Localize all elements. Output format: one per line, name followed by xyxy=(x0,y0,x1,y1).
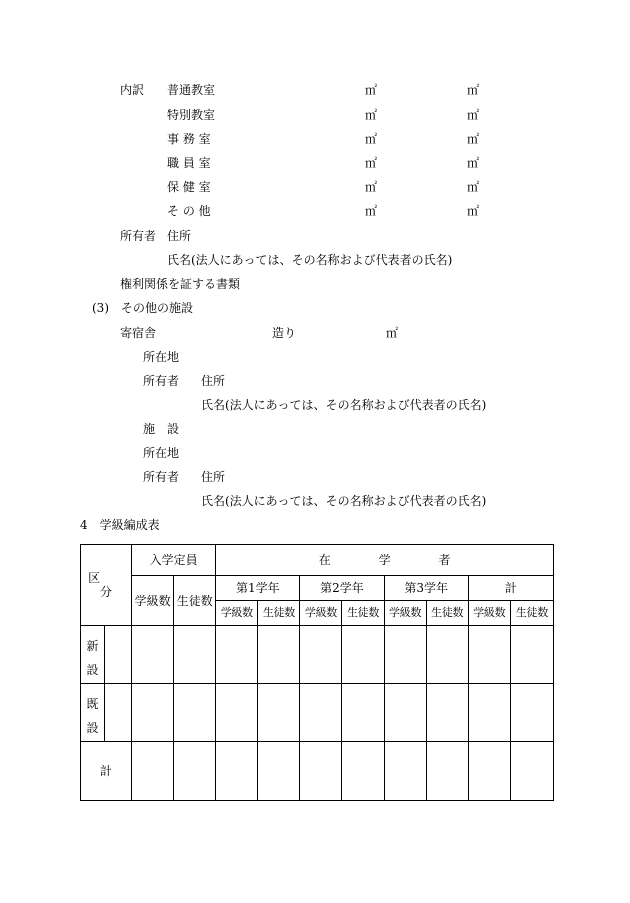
year-3-header: 第3学年 xyxy=(384,576,468,601)
area-unit: ㎡ xyxy=(467,156,480,170)
area-unit: ㎡ xyxy=(467,180,480,194)
table-cell xyxy=(105,684,132,742)
division-char: 分 xyxy=(100,585,113,599)
classes-header: 学級数 xyxy=(300,601,342,626)
table-cell xyxy=(384,742,426,801)
table-cell xyxy=(342,626,384,684)
division-header xyxy=(81,545,132,626)
table-cell xyxy=(300,742,342,801)
table-cell xyxy=(216,684,258,742)
table-cell xyxy=(300,626,342,684)
table-cell xyxy=(132,684,174,742)
enrolled-header xyxy=(216,545,554,576)
table-cell xyxy=(510,626,553,684)
classes-header: 学級数 xyxy=(216,601,258,626)
new-row-label xyxy=(81,626,105,684)
division-char: 区 xyxy=(88,571,101,585)
owner-name-label: 氏名(法人にあっては、その名称および代表者の氏名) xyxy=(167,253,453,267)
enrolled-char: 者 xyxy=(438,553,451,567)
table-cell xyxy=(510,742,553,801)
breakdown-label: 内訳 xyxy=(120,83,145,97)
enrolled-char: 在 xyxy=(318,553,331,567)
capacity-classes-header: 学級数 xyxy=(132,576,174,626)
table-cell xyxy=(426,626,468,684)
table-cell xyxy=(132,626,174,684)
table-cell xyxy=(258,626,300,684)
classes-header: 学級数 xyxy=(384,601,426,626)
table-cell xyxy=(216,626,258,684)
area-unit: ㎡ xyxy=(467,83,480,97)
table-cell xyxy=(216,742,258,801)
total-row-label: 計 xyxy=(81,742,132,801)
table-cell xyxy=(426,684,468,742)
year-2-header: 第2学年 xyxy=(300,576,384,601)
capacity-header: 入学定員 xyxy=(132,545,216,576)
class-organization-table xyxy=(80,544,554,801)
area-unit: ㎡ xyxy=(365,83,378,97)
year-1-header: 第1学年 xyxy=(216,576,300,601)
construction-label: 造り xyxy=(272,326,297,340)
table-cell xyxy=(174,742,216,801)
room-label: 職 員 室 xyxy=(167,156,211,170)
room-label: 普通教室 xyxy=(167,83,216,97)
total-year-header: 計 xyxy=(468,576,553,601)
area-unit: ㎡ xyxy=(365,132,378,146)
table-cell xyxy=(132,742,174,801)
enrolled-char: 学 xyxy=(378,553,391,567)
table-cell xyxy=(174,684,216,742)
classes-header: 学級数 xyxy=(468,601,510,626)
owner-address-label: 住所 xyxy=(201,374,226,388)
table-cell xyxy=(342,742,384,801)
existing-row-label xyxy=(81,684,105,742)
table-cell xyxy=(468,742,510,801)
room-label: 保 健 室 xyxy=(167,180,211,194)
area-unit: ㎡ xyxy=(365,108,378,122)
area-unit: ㎡ xyxy=(467,108,480,122)
table-cell xyxy=(105,626,132,684)
table-cell xyxy=(510,684,553,742)
table-cell xyxy=(426,742,468,801)
area-unit: ㎡ xyxy=(365,180,378,194)
table-cell xyxy=(258,684,300,742)
area-unit: ㎡ xyxy=(365,156,378,170)
table-cell xyxy=(384,684,426,742)
owner-label: 所有者 xyxy=(143,470,180,484)
new-row-char: 設 xyxy=(86,663,99,677)
dormitory-label: 寄宿舎 xyxy=(120,326,157,340)
students-header: 生徒数 xyxy=(426,601,468,626)
table-cell xyxy=(174,626,216,684)
owner-name-label: 氏名(法人にあっては、その名称および代表者の氏名) xyxy=(201,398,487,412)
table-cell xyxy=(300,684,342,742)
owner-name-label: 氏名(法人にあっては、その名称および代表者の氏名) xyxy=(201,494,487,508)
area-unit: ㎡ xyxy=(386,326,399,340)
area-unit: ㎡ xyxy=(365,204,378,218)
existing-row-char: 設 xyxy=(86,721,99,735)
existing-row-char: 既 xyxy=(86,697,99,711)
room-label: そ の 他 xyxy=(167,204,211,218)
section-3-heading: (3) その他の施設 xyxy=(92,301,193,315)
section-4-heading: 4 学級編成表 xyxy=(80,518,160,532)
location-label: 所在地 xyxy=(143,446,180,460)
new-row-char: 新 xyxy=(86,639,99,653)
owner-label: 所有者 xyxy=(143,374,180,388)
owner-address-label: 住所 xyxy=(201,470,226,484)
students-header: 生徒数 xyxy=(510,601,553,626)
owner-label: 所有者 xyxy=(120,229,157,243)
students-header: 生徒数 xyxy=(258,601,300,626)
facility-label: 施 設 xyxy=(143,422,180,436)
table-cell xyxy=(258,742,300,801)
capacity-students-header: 生徒数 xyxy=(174,576,216,626)
students-header: 生徒数 xyxy=(342,601,384,626)
area-unit: ㎡ xyxy=(467,132,480,146)
table-cell xyxy=(468,684,510,742)
location-label: 所在地 xyxy=(143,350,180,364)
area-unit: ㎡ xyxy=(467,204,480,218)
room-label: 事 務 室 xyxy=(167,132,211,146)
owner-address-label: 住所 xyxy=(167,229,192,243)
table-cell xyxy=(342,684,384,742)
rights-document-label: 権利関係を証する書類 xyxy=(120,277,241,291)
room-label: 特別教室 xyxy=(167,108,216,122)
table-cell xyxy=(384,626,426,684)
table-cell xyxy=(468,626,510,684)
